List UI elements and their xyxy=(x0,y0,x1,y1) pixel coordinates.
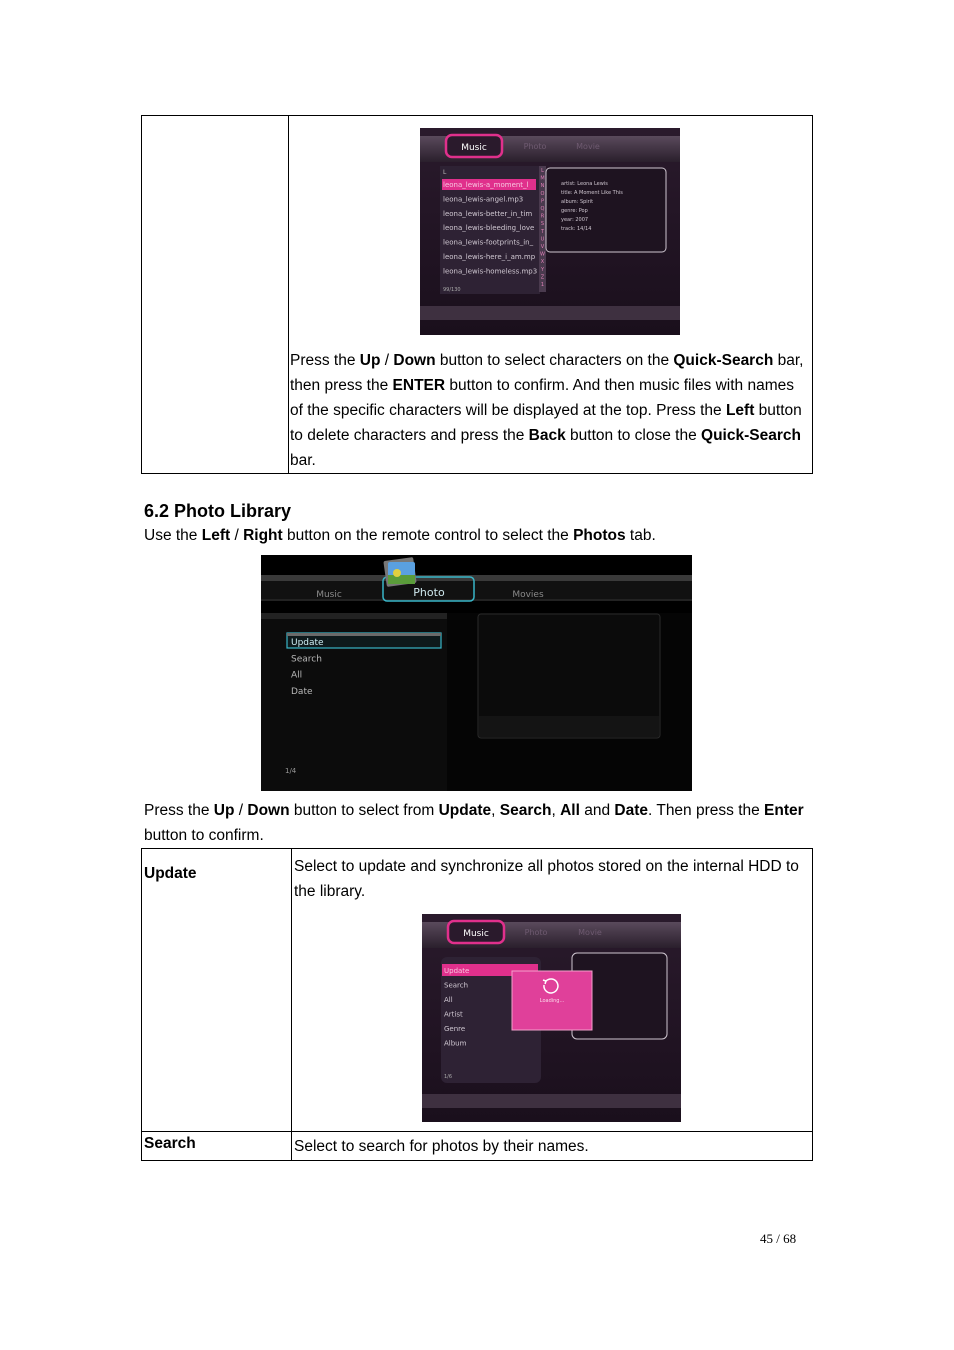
bold-term: Up xyxy=(213,802,235,819)
text-run: button to delete characters and press the xyxy=(290,402,802,444)
music-menu-item[interactable]: Update xyxy=(444,967,470,975)
bold-term: Down xyxy=(393,352,436,369)
text-run: , xyxy=(551,802,561,819)
quick-search-letter[interactable]: W xyxy=(540,251,545,258)
text-run: button to select characters on the xyxy=(435,352,674,369)
quick-search-letter[interactable]: 1 xyxy=(540,282,545,288)
file-list-item[interactable]: leona_lewis-a_moment_l xyxy=(443,181,529,189)
text-run: Press the xyxy=(290,352,360,369)
track-info-line: artist: Leona Lewis xyxy=(561,181,608,187)
text-run: Use the xyxy=(144,527,202,544)
tab-photo[interactable]: Photo xyxy=(413,586,445,599)
tab-movies[interactable]: Movies xyxy=(512,590,544,600)
track-info-line: album: Spirit xyxy=(561,199,594,205)
loading-text: Loading... xyxy=(539,998,565,1004)
text-run: , xyxy=(491,802,500,819)
photo-menu-instructions xyxy=(144,798,804,848)
bold-term: Enter xyxy=(764,802,804,819)
bold-term: All xyxy=(560,802,580,819)
search-char: L xyxy=(443,169,447,176)
quick-search-letter[interactable]: N xyxy=(540,183,545,190)
quick-search-letter[interactable]: Y xyxy=(540,266,545,273)
bold-term: Date xyxy=(614,802,649,819)
file-counter: 99/130 xyxy=(443,287,461,293)
tab-music[interactable]: Music xyxy=(316,590,342,600)
file-list-item[interactable]: leona_lewis-homeless.mp3 xyxy=(443,267,538,276)
bold-term: Update xyxy=(438,802,492,819)
text-run: / xyxy=(380,352,394,369)
quick-search-letter[interactable]: Q xyxy=(540,206,545,212)
tab-movie[interactable]: Movie xyxy=(576,142,600,151)
photo-library-screenshot xyxy=(261,555,692,791)
bold-term: Left xyxy=(201,527,231,544)
text-run: bar. xyxy=(290,452,316,469)
text-run: / xyxy=(234,802,248,819)
quick-search-letter[interactable]: X xyxy=(540,259,545,266)
quick-search-letter[interactable]: M xyxy=(540,175,545,182)
text-run: / xyxy=(230,527,244,544)
music-menu-item[interactable]: Genre xyxy=(444,1025,466,1033)
option-label-update: Update xyxy=(142,849,292,1132)
quick-search-letter[interactable]: L xyxy=(541,168,544,174)
track-info-line: title: A Moment Like This xyxy=(561,190,623,196)
bold-term: Photos xyxy=(573,527,626,544)
quick-search-letter[interactable]: V xyxy=(540,244,545,250)
bold-term: ENTER xyxy=(392,377,446,394)
text-run: button to select from xyxy=(289,802,439,819)
bold-term: Search xyxy=(499,802,552,819)
music-quick-search-screenshot xyxy=(420,128,680,335)
file-list-item[interactable]: leona_lewis-bleeding_love xyxy=(443,224,535,233)
empty-label-cell xyxy=(142,116,289,474)
quick-search-letter[interactable]: T xyxy=(540,228,545,235)
search-description: Select to search for photos by their names. xyxy=(294,1138,589,1155)
photo-menu-item[interactable]: Search xyxy=(291,654,322,665)
file-list-item[interactable]: leona_lewis-here_i_am.mp xyxy=(443,253,536,261)
bold-term: Down xyxy=(247,802,290,819)
section-heading: 6.2 Photo Library xyxy=(144,501,292,521)
option-desc-update xyxy=(292,849,813,1132)
bold-term: Quick-Search xyxy=(701,427,801,444)
text-run: button to confirm. xyxy=(144,827,264,844)
text-run: . Then press the xyxy=(648,802,765,819)
quick-search-letter[interactable]: U xyxy=(540,236,545,243)
tab-photo[interactable]: Photo xyxy=(523,142,547,151)
music-menu-item[interactable]: All xyxy=(444,996,453,1004)
option-label-search: Search xyxy=(142,1132,292,1161)
track-info-line: year: 2007 xyxy=(561,217,589,223)
text-run: button to close the xyxy=(565,427,702,444)
bold-term: Left xyxy=(725,402,755,419)
tab-music[interactable]: Music xyxy=(461,143,487,153)
photo-menu-item[interactable]: All xyxy=(291,670,303,681)
quick-search-letter[interactable]: P xyxy=(540,198,545,205)
music-search-table xyxy=(141,115,813,474)
photo-menu-item[interactable]: Update xyxy=(291,638,324,648)
music-menu-item[interactable]: Album xyxy=(444,1039,467,1048)
text-run: bar, then press the xyxy=(290,352,804,394)
bold-term: Quick-Search xyxy=(673,352,774,369)
bold-term: Up xyxy=(359,352,381,369)
bold-term: Back xyxy=(528,427,566,444)
quick-search-instructions xyxy=(290,348,805,473)
text-run: and xyxy=(579,802,615,819)
update-loading-screenshot xyxy=(422,914,681,1122)
section-intro xyxy=(144,523,804,548)
music-menu-item[interactable]: Artist xyxy=(444,1010,463,1019)
photo-tab-icon xyxy=(383,557,416,587)
menu-counter: 1/6 xyxy=(444,1074,453,1080)
quick-search-letter[interactable]: R xyxy=(540,213,545,220)
photo-menu-item[interactable]: Date xyxy=(291,686,313,697)
text-run: tab. xyxy=(625,527,656,544)
page-number: 45 / 68 xyxy=(760,1231,797,1246)
track-info-line: track: 14/14 xyxy=(561,226,592,232)
update-description: Select to update and synchronize all photos stored on the internal HDD to the library. xyxy=(294,858,799,900)
tab-music[interactable]: Music xyxy=(463,929,489,939)
option-desc-search xyxy=(292,1132,813,1161)
text-run: button on the remote control to select the xyxy=(282,527,574,544)
quick-search-letter[interactable]: O xyxy=(540,190,545,197)
file-list-item[interactable]: leona_lewis-better_in_tim xyxy=(443,209,533,218)
menu-counter: 1/4 xyxy=(285,767,297,775)
bold-term: Right xyxy=(243,527,283,544)
file-list-item[interactable]: leona_lewis-footprints_in_ xyxy=(443,238,534,247)
text-run: button to confirm. And then music files with names of the specific characters will be displayed at the top. Press the xyxy=(290,377,795,419)
tab-photo[interactable]: Photo xyxy=(524,928,548,937)
music-menu-item[interactable]: Search xyxy=(444,981,469,990)
description-cell xyxy=(289,116,813,474)
tab-movie[interactable]: Movie xyxy=(578,928,602,937)
track-info-line: genre: Pop xyxy=(561,208,588,214)
photo-options-table xyxy=(141,848,813,1161)
file-list-item[interactable]: leona_lewis-angel.mp3 xyxy=(443,195,524,204)
quick-search-letter[interactable]: S xyxy=(540,221,545,228)
text-run: Press the xyxy=(144,802,214,819)
quick-search-letter[interactable]: Z xyxy=(540,274,545,281)
